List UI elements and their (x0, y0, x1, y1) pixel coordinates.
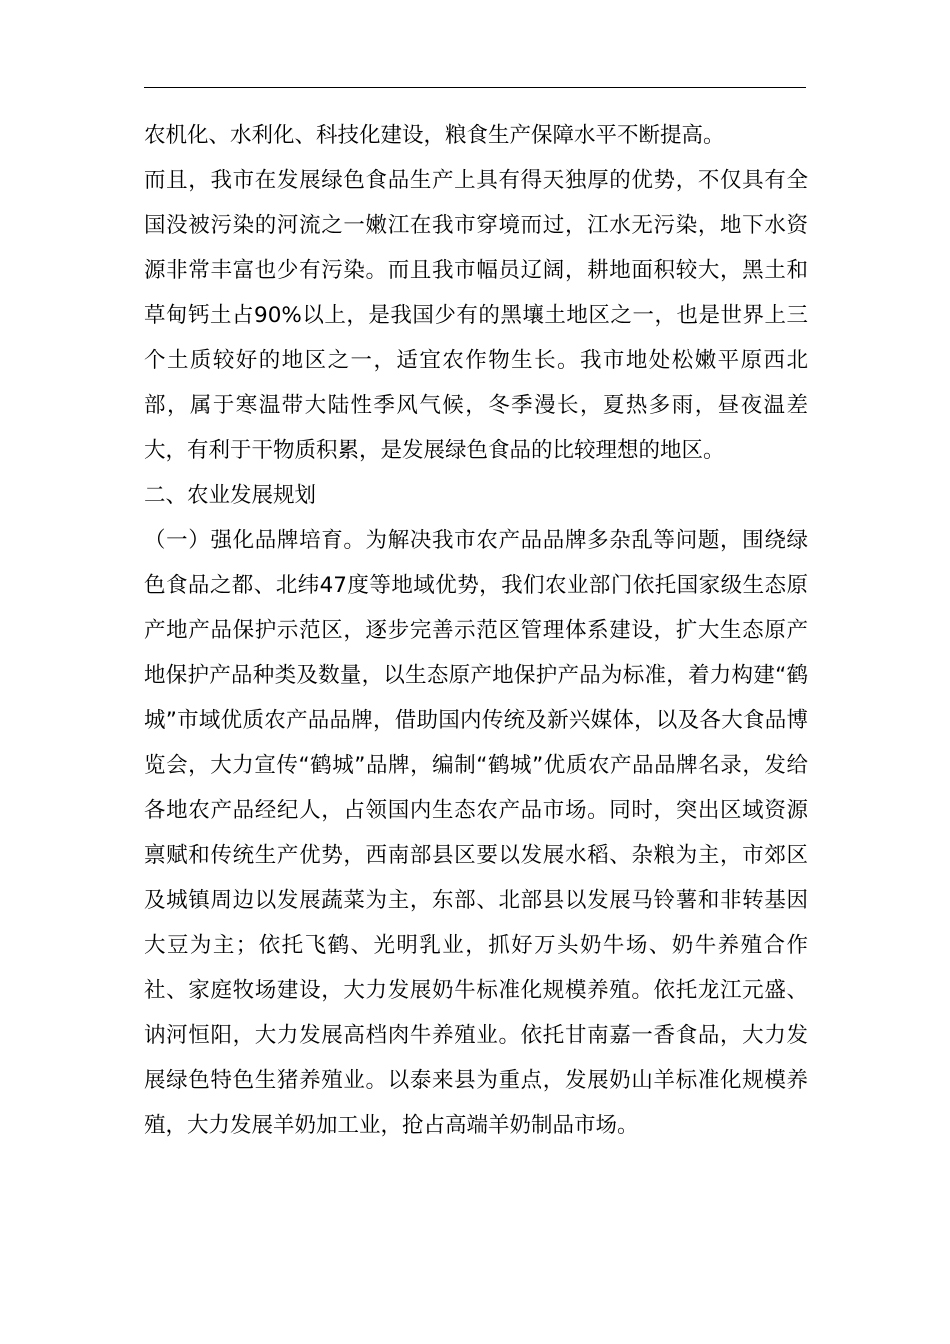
paragraph-advantages: 而且，我市在发展绿色食品生产上具有得天独厚的优势，不仅具有全国没被污染的河流之一嫩江在我市穿境而过，江水无污染，地下水资源非常丰富也少有污染。而且我市幅员辽阔，耕地面积较大，黑土和草甸钙土占90%以上，是我国少有的黑壤土地区之一，也是世界上三个土质较好的地区之一，适宜农作物生长。我市地处松嫩平原西北部，属于寒温带大陆性季风气候，冬季漫长，夏热多雨，昼夜温差大，有利于干物质积累，是发展绿色食品的比较理想的地区。 (144, 168, 808, 463)
paragraph-continuation: 农机化、水利化、科技化建设，粮食生产保障水平不断提高。 (144, 123, 725, 148)
section-heading: 二、农业发展规划 (144, 483, 317, 508)
header-rule (144, 87, 806, 88)
paragraph-brand-cultivation: （一）强化品牌培育。为解决我市农产品品牌多杂乱等问题，围绕绿色食品之都、北纬47度等地域优势，我们农业部门依托国家级生态原产地产品保护示范区，逐步完善示范区管理体系建设，扩大生态原产地保护产品种类及数量，以生态原产地保护产品为标准，着力构建“鹤城”市域优质农产品品牌，借助国内传统及新兴媒体，以及各大食品博览会，大力宣传“鹤城”品牌，编制“鹤城”优质农产品品牌名录，发给各地农产品经纪人，占领国内生态农产品市场。同时，突出区域资源禀赋和传统生产优势，西南部县区要以发展水稻、杂粮为主，市郊区及城镇周边以发展蔬菜为主，东部、北部县以发展马铃薯和非转基因大豆为主；依托飞鹤、光明乳业，抓好万头奶牛场、奶牛养殖合作社、家庭牧场建设，大力发展奶牛标准化规模养殖。依托龙江元盛、讷河恒阳，大力发展高档肉牛养殖业。依托甘南嘉一香食品，大力发展绿色特色生猪养殖业。以泰来县为重点，发展奶山羊标准化规模养殖，大力发展羊奶加工业，抢占高端羊奶制品市场。 (144, 528, 808, 1138)
document-body (144, 113, 808, 1148)
